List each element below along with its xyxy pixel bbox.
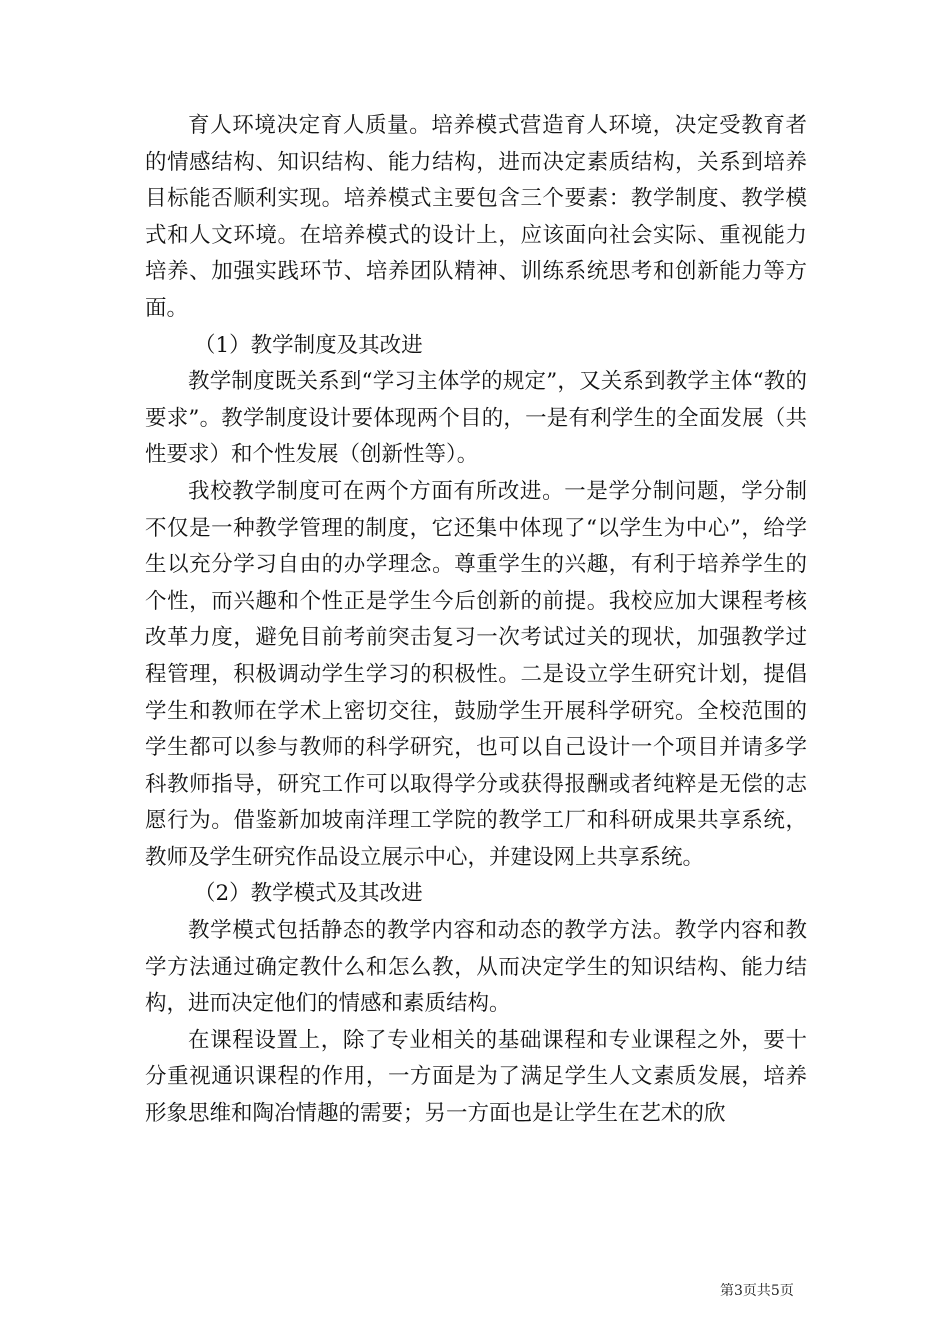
paragraph-teaching-system-improvement: 我校教学制度可在两个方面有所改进。一是学分制问题，学分制不仅是一种教学管理的制度，它还集中体现了“以学生为中心”，给学生以充分学习自由的办学理念。尊重学生的兴趣，有利于培养学生的个性，而兴趣和个性正是学生今后创新的前提。我校应加大课程考核改革力度，避免目前考前突击复习一次考试过关的现状，加强教学过程管理，积极调动学生学习的积极性。二是设立学生研究计划，提倡学生和教师在学术上密切交往，鼓励学生开展科学研究。全校范围的学生都可以参与教师的科学研究，也可以自己设计一个项目并请多学科教师指导，研究工作可以取得学分或获得报酬或者纯粹是无偿的志愿行为。借鉴新加坡南洋理工学院的教学工厂和科研成果共享系统，教师及学生研究作品设立展示中心，并建设网上共享系统。: [145, 478, 807, 870]
paragraph-curriculum: 在课程设置上，除了专业相关的基础课程和专业课程之外，要十分重视通识课程的作用，一方面是为了满足学生人文素质发展，培养形象思维和陶冶情趣的需要；另一方面也是让学生在艺术的欣: [145, 1027, 807, 1127]
document-body: [145, 108, 807, 1133]
paragraph-teaching-system-definition: 教学制度既关系到“学习主体学的规定”，又关系到教学主体“教的要求”。教学制度设计要体现两个目的，一是有利学生的全面发展（共性要求）和个性发展（创新性等）。: [145, 369, 807, 468]
paragraph-intro: 育人环境决定育人质量。培养模式营造育人环境，决定受教育者的情感结构、知识结构、能力结构，进而决定素质结构，关系到培养目标能否顺利实现。培养模式主要包含三个要素：教学制度、教学模式和人文环境。在培养模式的设计上，应该面向社会实际、重视能力培养、加强实践环节、培养团队精神、训练系统思考和创新能力等方面。: [145, 113, 807, 321]
section-heading-teaching-system: （1）教学制度及其改进: [194, 332, 423, 358]
section-heading-teaching-mode: （2）教学模式及其改进: [194, 881, 423, 907]
page-number-footer: 第3页共5页: [720, 1283, 794, 1299]
paragraph-teaching-mode-definition: 教学模式包括静态的教学内容和动态的教学方法。教学内容和教学方法通过确定教什么和怎么教，从而决定学生的知识结构、能力结构，进而决定他们的情感和素质结构。: [145, 918, 807, 1017]
